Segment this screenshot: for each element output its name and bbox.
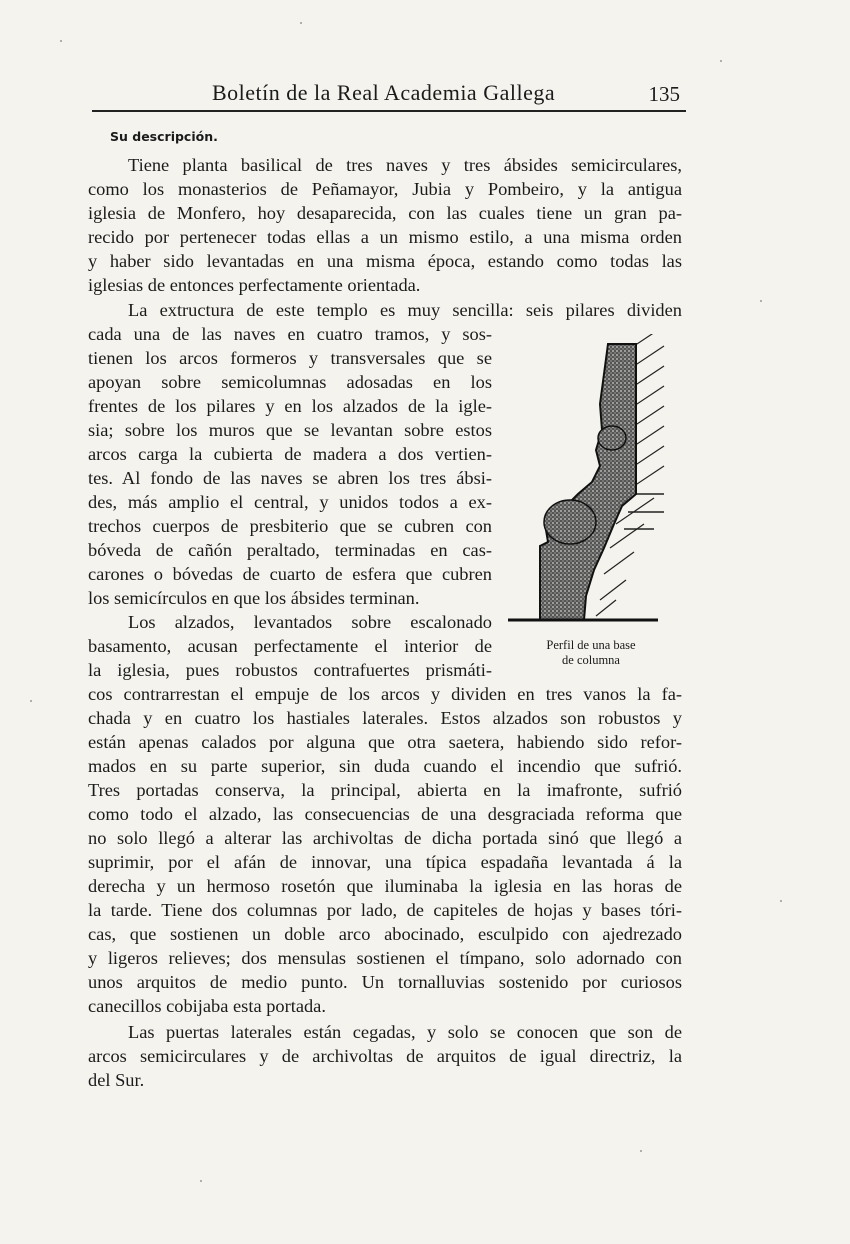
text-line: tes. Al fondo de las naves se abren los tres ábsi-	[88, 468, 492, 488]
text-line: cada una de las naves en cuatro tramos, y sos-	[88, 324, 492, 344]
text-line: La extructura de este templo es muy sencilla: seis pilares dividen	[128, 300, 682, 320]
text-line: suprimir, por el afán de innovar, una típica espadaña levantada á la	[88, 852, 682, 872]
text-line: basamento, acusan perfectamente el interior de	[88, 636, 492, 656]
scan-speck	[760, 300, 762, 302]
text-line: no solo llegó a alterar las archivoltas de dicha portada sinó que llegó a	[88, 828, 682, 848]
text-line: cas, que sostienen un doble arco abocinado, esculpido con ajedrezado	[88, 924, 682, 944]
text-line: cos contrarrestan el empuje de los arcos y dividen en tres vanos la fa-	[88, 684, 682, 704]
text-line: y ligeros relieves; dos mensulas sostienen el tímpano, solo adornado con	[88, 948, 682, 968]
text-line: Los alzados, levantados sobre escalonado	[128, 612, 492, 632]
page-number: 135	[648, 82, 680, 106]
text-line: iglesias de entonces perfectamente orientada.	[88, 275, 421, 295]
journal-title: Boletín de la Real Academia Gallega	[212, 80, 556, 105]
text-line: chada y en cuatro los hastiales laterales. Estos alzados son robustos y	[88, 708, 682, 728]
scan-speck	[640, 1150, 642, 1152]
text-line: mados en su parte superior, sin duda cuando el incendio que sufrió.	[88, 756, 682, 776]
text-line: tienen los arcos formeros y transversales que se	[88, 348, 492, 368]
scan-speck	[60, 40, 62, 42]
text-line: recido por pertenecer todas ellas a un mismo estilo, a una misma orden	[88, 227, 682, 247]
text-line: iglesia de Monfero, hoy desaparecida, con las cuales tiene un gran pa-	[88, 203, 682, 223]
text-line: arcos semicirculares y de archivoltas de arquitos de igual directriz, la	[88, 1046, 682, 1066]
text-line: apoyan sobre semicolumnas adosadas en los	[88, 372, 492, 392]
scan-speck	[780, 900, 782, 902]
text-line: la iglesia, pues robustos contrafuertes prismáti-	[88, 660, 492, 680]
text-line: están apenas calados por alguna que otra saetera, habiendo sido refor-	[88, 732, 682, 752]
running-header	[92, 76, 686, 112]
text-line: la tarde. Tiene dos columnas por lado, de capiteles de hojas y bases tóri-	[88, 900, 682, 920]
text-line: canecillos cobijaba esta portada.	[88, 996, 326, 1016]
scan-speck	[720, 60, 722, 62]
caption-line: de columna	[562, 653, 620, 667]
text-line: unos arquitos de medio punto. Un tornalluvias sostenido por curiosos	[88, 972, 682, 992]
text-line: como los monasterios de Peñamayor, Jubia y Pombeiro, y la antigua	[88, 179, 682, 199]
text-line: arcos carga la cubierta de madera a dos vertien-	[88, 444, 492, 464]
text-line: y haber sido levantadas en una misma época, estando como todas las	[88, 251, 682, 271]
scan-speck	[200, 1180, 202, 1182]
scan-speck	[300, 22, 302, 24]
text-line: sia; sobre los muros que se levantan sobre estos	[88, 420, 492, 440]
figure-caption	[516, 638, 666, 668]
text-line: bóveda de cañón peraltado, terminadas en cas-	[88, 540, 492, 560]
text-line: derecha y un hermoso rosetón que iluminaba la iglesia en las horas de	[88, 876, 682, 896]
text-line: como todo el alzado, las consecuencias de una desgraciada reforma que	[88, 804, 682, 824]
scan-speck	[30, 700, 32, 702]
text-line: Tres portadas conserva, la principal, abierta en la imafronte, sufrió	[88, 780, 682, 800]
text-line: frentes de los pilares y en los alzados de la igle-	[88, 396, 492, 416]
text-line: trechos cuerpos de presbiterio que se cubren con	[88, 516, 492, 536]
column-base-profile-drawing	[504, 334, 674, 630]
text-line: Tiene planta basilical de tres naves y tres ábsides semicirculares,	[128, 155, 682, 175]
column-base-profile-illustration	[504, 334, 674, 630]
text-line: carones o bóvedas de cuarto de esfera que cubren	[88, 564, 492, 584]
section-heading: Su descripción.	[110, 129, 218, 144]
text-line: los semicírculos en que los ábsides terminan.	[88, 588, 420, 608]
text-line: Las puertas laterales están cegadas, y solo se conocen que son de	[128, 1022, 682, 1042]
caption-line: Perfil de una base	[546, 638, 636, 652]
text-line: des, más amplio el central, y unidos todos a ex-	[88, 492, 492, 512]
text-line: del Sur.	[88, 1070, 145, 1090]
